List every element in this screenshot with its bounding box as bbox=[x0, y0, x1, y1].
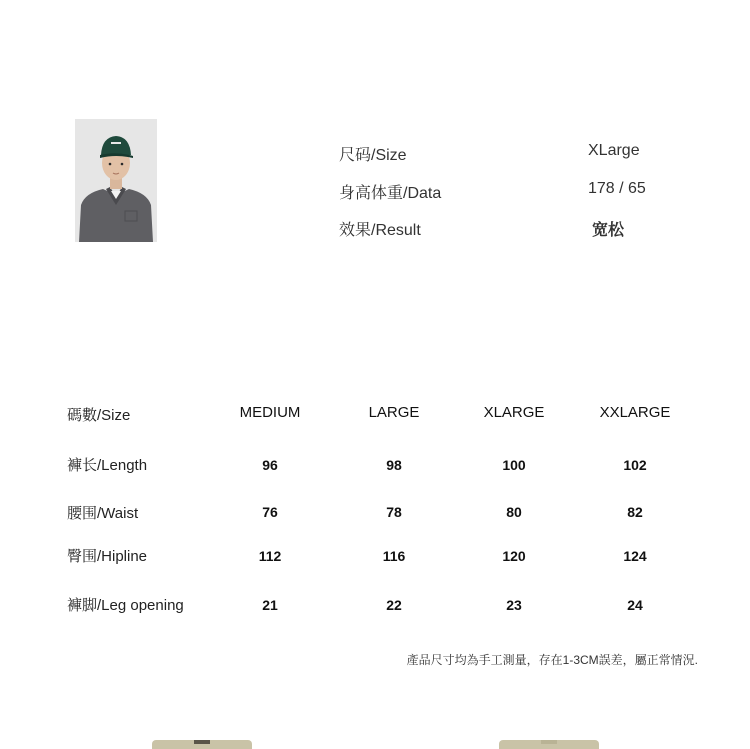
table-row-length bbox=[0, 454, 750, 478]
size-header-label: 碼數/Size bbox=[67, 407, 131, 424]
table-header-row bbox=[0, 404, 750, 428]
table-cell: 98 bbox=[386, 457, 402, 473]
table-cell: 80 bbox=[506, 504, 522, 520]
fit-value: 178 / 65 bbox=[588, 180, 646, 197]
fit-row-result bbox=[0, 217, 750, 241]
size-column-header: LARGE bbox=[368, 404, 420, 421]
table-row-leg-opening bbox=[0, 594, 750, 618]
fit-label: 尺码/Size bbox=[339, 147, 407, 164]
table-cell: 120 bbox=[502, 548, 526, 564]
size-column-header: MEDIUM bbox=[239, 404, 301, 421]
size-column-header: XXLARGE bbox=[599, 404, 671, 421]
table-cell: 102 bbox=[623, 457, 647, 473]
row-label: 褲长/Length bbox=[67, 457, 148, 474]
fit-row-size bbox=[0, 142, 750, 166]
garment-label-tab bbox=[194, 740, 210, 744]
table-row-hipline bbox=[0, 545, 750, 569]
table-cell: 124 bbox=[623, 548, 647, 564]
fit-label: 身高体重/Data bbox=[339, 185, 442, 202]
fit-value: XLarge bbox=[588, 142, 640, 159]
table-cell: 24 bbox=[627, 597, 643, 613]
table-cell: 96 bbox=[262, 457, 278, 473]
table-cell: 23 bbox=[506, 597, 522, 613]
table-cell: 78 bbox=[386, 504, 402, 520]
fit-row-data bbox=[0, 180, 750, 204]
measurement-note: 產品尺寸均為手工測量，存在1-3CM誤差，屬正常情況. bbox=[406, 653, 698, 667]
garment-image bbox=[499, 740, 599, 749]
row-label: 腰围/Waist bbox=[67, 505, 139, 522]
fit-value: 宽松 bbox=[592, 222, 625, 239]
table-cell: 100 bbox=[502, 457, 526, 473]
fit-label: 效果/Result bbox=[339, 222, 421, 239]
table-cell: 21 bbox=[262, 597, 278, 613]
garment-image bbox=[152, 740, 252, 749]
garment-label-tab bbox=[541, 740, 557, 744]
row-label: 褲脚/Leg opening bbox=[67, 597, 184, 614]
table-cell: 22 bbox=[386, 597, 402, 613]
row-label: 臀围/Hipline bbox=[67, 548, 148, 565]
table-cell: 116 bbox=[382, 548, 406, 564]
table-cell: 76 bbox=[262, 504, 278, 520]
table-cell: 112 bbox=[258, 548, 282, 564]
size-column-header: XLARGE bbox=[483, 404, 545, 421]
table-cell: 82 bbox=[627, 504, 643, 520]
table-row-waist bbox=[0, 502, 750, 526]
